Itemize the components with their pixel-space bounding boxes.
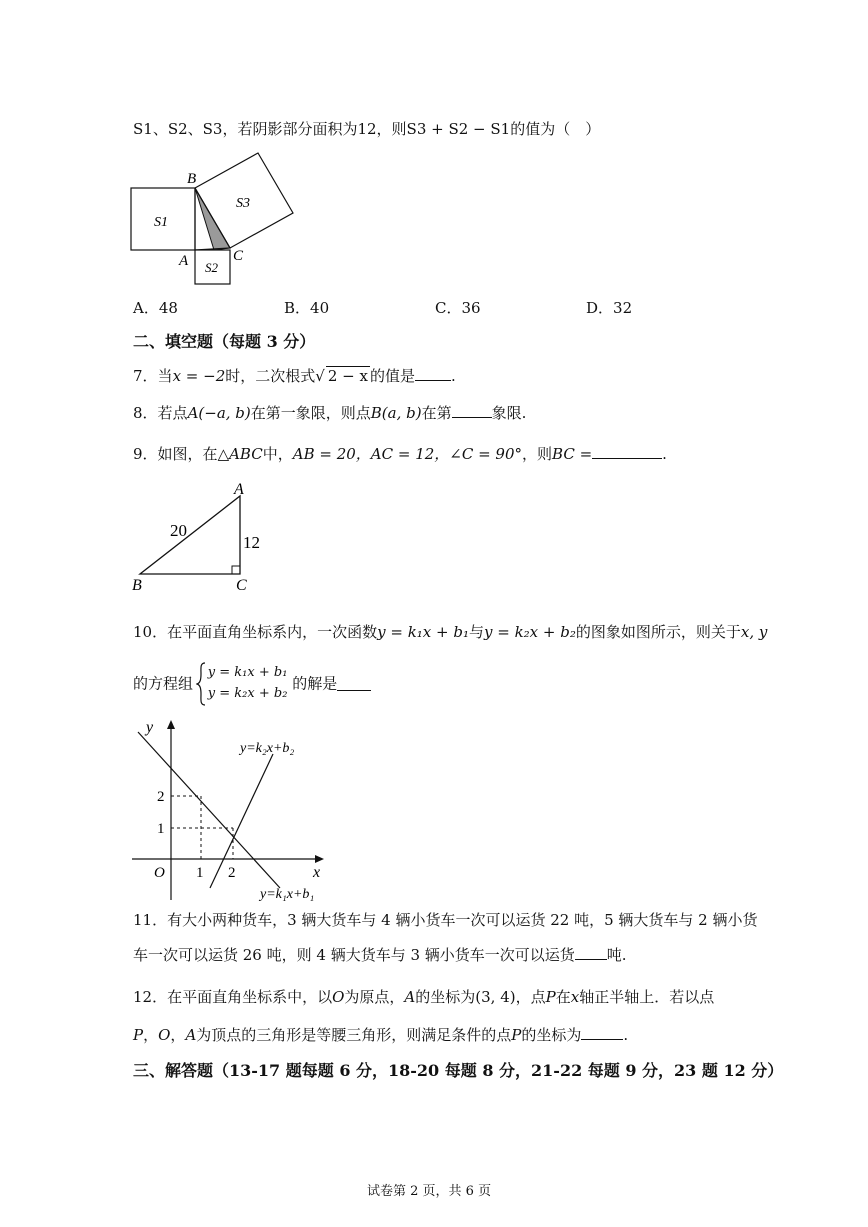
label-S2: S2 [205,260,218,275]
q7-text-mid: 时，二次根式 [225,367,316,385]
q10-answer-blank[interactable] [337,676,371,691]
q12-point-a: A [404,988,416,1006]
equation-system [198,662,288,704]
question-7 [133,365,456,386]
q9-figure [126,478,276,596]
section-3-title: 三、解答题（13-17 题每题 6 分，18-20 每题 8 分，21-22 每题 9 分，23 题 12 分） [133,1061,784,1080]
q12-x: x [570,988,580,1006]
section-2-title: 二、填空题（每题 3 分） [133,332,316,351]
q12-point-p: P [545,988,556,1006]
q12-answer-blank[interactable] [581,1025,623,1040]
q9-number: 9． [133,445,158,463]
label-C: C [236,577,247,594]
question-10-line2 [133,662,371,708]
q12-comma-2: ， [170,1026,186,1044]
q10-figure [130,712,330,902]
q12-p: P [133,1026,144,1044]
question-11-line1: 11．有大小两种货车，3 辆大货车与 4 辆小货车一次可以运货 22 吨，5 辆大货车与 2 辆小货 [133,911,758,929]
axis-label-x: x [313,864,321,881]
q12-comma-1: ， [143,1026,159,1044]
axis-label-y: y [146,719,154,736]
q7-text-post: 的值是 [369,367,415,385]
question-12-line1 [133,986,714,1007]
q9-end: . [662,445,667,463]
q12-text-b: 为原点， [344,988,405,1006]
q10-text-and: 与 [468,623,484,641]
q10-equation-2: y = k₂x + b₂ [207,686,288,701]
question-9 [133,443,667,464]
right-triangle [140,496,240,574]
label-B: B [132,577,142,594]
label-leg: 12 [243,533,260,552]
q10-line2-pre: 的方程组 [133,674,194,693]
q8-point-b: B(a, b) [370,404,422,422]
x-axis-arrow-icon [315,855,324,863]
q9-triangle: △ABC [217,445,263,463]
q10-line2-post: 的解是 [292,674,338,693]
label-S1: S1 [154,215,168,230]
q12-coord: (3, 4) [475,988,516,1006]
label-hypotenuse: 20 [170,521,187,540]
q8-text-mid: 在第一象限，则点 [250,404,371,422]
q10-function-2: y = k₂x + b₂ [484,623,576,641]
tick-y2: 2 [157,789,165,805]
question-11-line2 [133,944,627,965]
origin-label: O [154,865,165,881]
q8-point-a: A(−a, b) [187,404,251,422]
label-S3: S3 [236,196,250,211]
q10-equation-1: y = k₁x + b₁ [207,665,288,680]
label-A: A [234,481,244,498]
q12-a: A [185,1026,197,1044]
page-footer: 试卷第 2 页，共 6 页 [367,1184,492,1199]
q8-answer-blank[interactable] [452,403,492,418]
line-label-1: y=k₁x+b₁ [260,887,315,902]
q10-number: 10． [133,623,168,641]
q12-origin: O [332,988,345,1006]
q12-text-c: 的坐标为 [415,988,476,1006]
q6-option-a[interactable]: A．48 [133,299,178,317]
tick-x2: 2 [228,865,236,881]
q6-option-b[interactable]: B．40 [284,299,330,317]
q12-text-f: 轴正半轴上．若以点 [579,988,715,1006]
q6-option-c[interactable]: C．36 [435,299,481,317]
q7-answer-blank[interactable] [415,366,451,381]
q6-option-d[interactable]: D．32 [586,299,633,317]
right-angle-mark [232,566,240,574]
q10-text-pre: 在平面直角坐标系内，一次函数 [167,623,378,641]
q8-end: 象限. [491,404,527,422]
q11-line2-pre: 车一次可以运货 26 吨，则 4 辆大货车与 3 辆小货车一次可以运货 [133,946,575,964]
q6-stem: S1、S2、S3，若阴影部分面积为12，则S3 + S2 − S1的值为（ ） [133,120,601,138]
label-B: B [187,171,197,187]
q11-line2-post: 吨. [606,946,627,964]
q9-answer-blank[interactable] [592,444,662,459]
q7-end: . [450,367,456,385]
tick-x1: 1 [196,865,204,881]
q10-function-1: y = k₁x + b₁ [377,623,469,641]
q7-text-pre: 当 [157,367,173,385]
q12-o: O [158,1026,171,1044]
question-10-line1 [133,621,767,642]
q10-vars: x, y [740,623,768,641]
q10-text-post: 的图象如图所示，则关于 [575,623,741,641]
q12-text-post: 的坐标为 [521,1026,582,1044]
label-A: A [179,253,189,269]
label-C: C [233,248,244,264]
question-8 [133,402,526,423]
q12-text-d: ，点 [515,988,546,1006]
q9-ask: BC = [552,445,593,463]
y-axis-arrow-icon [167,720,175,729]
q9-text-post: ，则 [522,445,553,463]
q12-text-a: 12．在平面直角坐标系中，以 [133,988,333,1006]
q7-number: 7． [133,367,158,385]
sqrt-icon: √ [315,367,325,385]
question-12-line2 [133,1024,628,1045]
q12-text-mid: 为顶点的三角形是等腰三角形，则满足条件的点 [196,1026,512,1044]
q9-text-pre: 如图，在 [157,445,218,463]
q7-radicand: 2 − x [327,367,368,385]
q12-text-e: 在 [555,988,571,1006]
brace-icon [196,662,206,706]
q6-figure [126,150,301,290]
line-label-2: y=k₂x+b₂ [240,741,295,756]
q8-number: 8． [133,404,158,422]
q8-text-post: 在第 [421,404,452,422]
q12-p2: P [511,1026,522,1044]
q8-text-pre: 若点 [157,404,188,422]
tick-y1: 1 [157,821,165,837]
q9-conditions: AB = 20，AC = 12，∠C = 90° [292,445,523,463]
q12-end: . [623,1026,629,1044]
q9-text-mid: 中， [262,445,293,463]
q7-condition: x = −2 [172,367,226,385]
q11-answer-blank[interactable] [575,945,607,960]
